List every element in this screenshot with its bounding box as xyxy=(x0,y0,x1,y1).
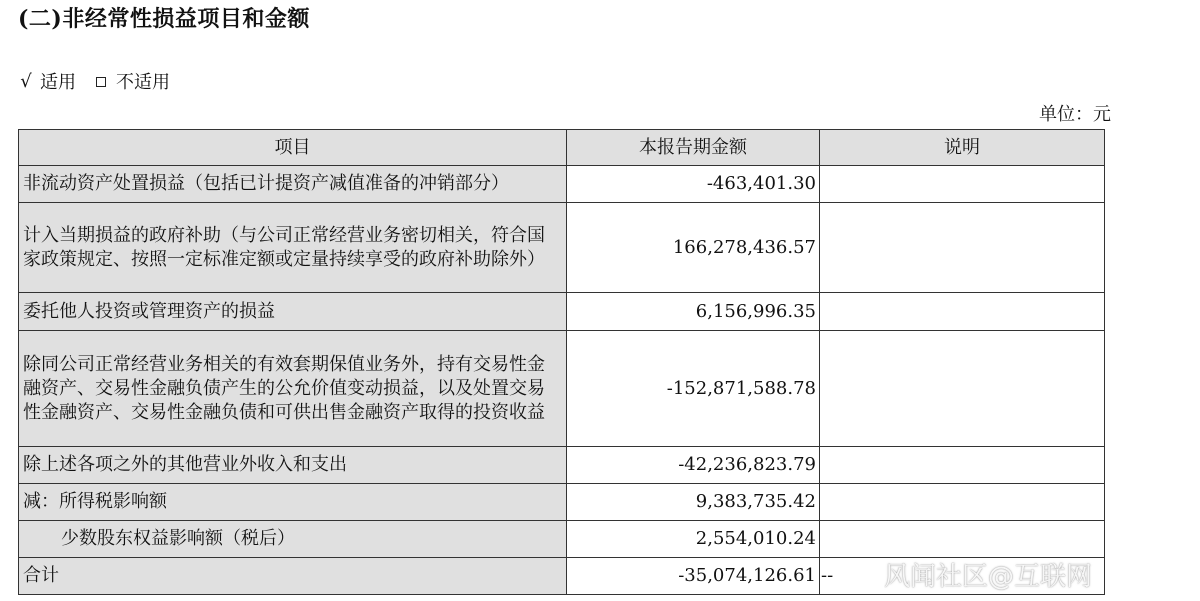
table-row xyxy=(19,484,1105,521)
row-amount: 6,156,996.35 xyxy=(567,293,820,331)
row-item: 计入当期损益的政府补助（与公司正常经营业务密切相关，符合国家政策规定、按照一定标准定额或定量持续享受的政府补助除外） xyxy=(19,203,567,293)
table-row xyxy=(19,203,1105,293)
row-amount: -35,074,126.61 xyxy=(567,558,820,595)
row-amount: -42,236,823.79 xyxy=(567,447,820,484)
checkmark-icon: √ xyxy=(20,70,32,92)
empty-checkbox-icon xyxy=(96,77,106,87)
table-row xyxy=(19,293,1105,331)
header-description: 说明 xyxy=(820,130,1105,166)
row-item: 减：所得税影响额 xyxy=(19,484,567,521)
row-description xyxy=(820,331,1105,447)
row-description xyxy=(820,521,1105,558)
non-recurring-items-table xyxy=(18,129,1105,595)
row-description xyxy=(820,484,1105,521)
unit-label: 单位：元 xyxy=(1039,104,1111,125)
section-title: (二)非经常性损益项目和金额 xyxy=(18,6,310,32)
table-row xyxy=(19,331,1105,447)
not-applicable-label: 不适用 xyxy=(116,72,170,93)
row-description xyxy=(820,293,1105,331)
row-item: 非流动资产处置损益（包括已计提资产减值准备的冲销部分） xyxy=(19,166,567,203)
watermark: 风闻社区@互联网 xyxy=(884,562,1093,592)
table-row xyxy=(19,447,1105,484)
header-amount: 本报告期金额 xyxy=(567,130,820,166)
row-description xyxy=(820,203,1105,293)
row-amount: 166,278,436.57 xyxy=(567,203,820,293)
row-amount: 2,554,010.24 xyxy=(567,521,820,558)
row-item: 合计 xyxy=(19,558,567,595)
applicable-label: 适用 xyxy=(40,72,76,93)
row-item: 除上述各项之外的其他营业外收入和支出 xyxy=(19,447,567,484)
row-amount: 9,383,735.42 xyxy=(567,484,820,521)
applicability-line xyxy=(18,68,170,94)
row-item: 除同公司正常经营业务相关的有效套期保值业务外，持有交易性金融资产、交易性金融负债产生的公允价值变动损益，以及处置交易性金融资产、交易性金融负债和可供出售金融资产取得的投资收益 xyxy=(19,331,567,447)
row-description xyxy=(820,166,1105,203)
row-item: 委托他人投资或管理资产的损益 xyxy=(19,293,567,331)
row-description xyxy=(820,447,1105,484)
row-description: -- xyxy=(820,558,1105,595)
row-amount: -152,871,588.78 xyxy=(567,331,820,447)
row-item: 少数股东权益影响额（税后） xyxy=(19,521,567,558)
table-header-row xyxy=(19,130,1105,166)
header-item: 项目 xyxy=(19,130,567,166)
row-amount: -463,401.30 xyxy=(567,166,820,203)
table-row xyxy=(19,166,1105,203)
table-row xyxy=(19,521,1105,558)
